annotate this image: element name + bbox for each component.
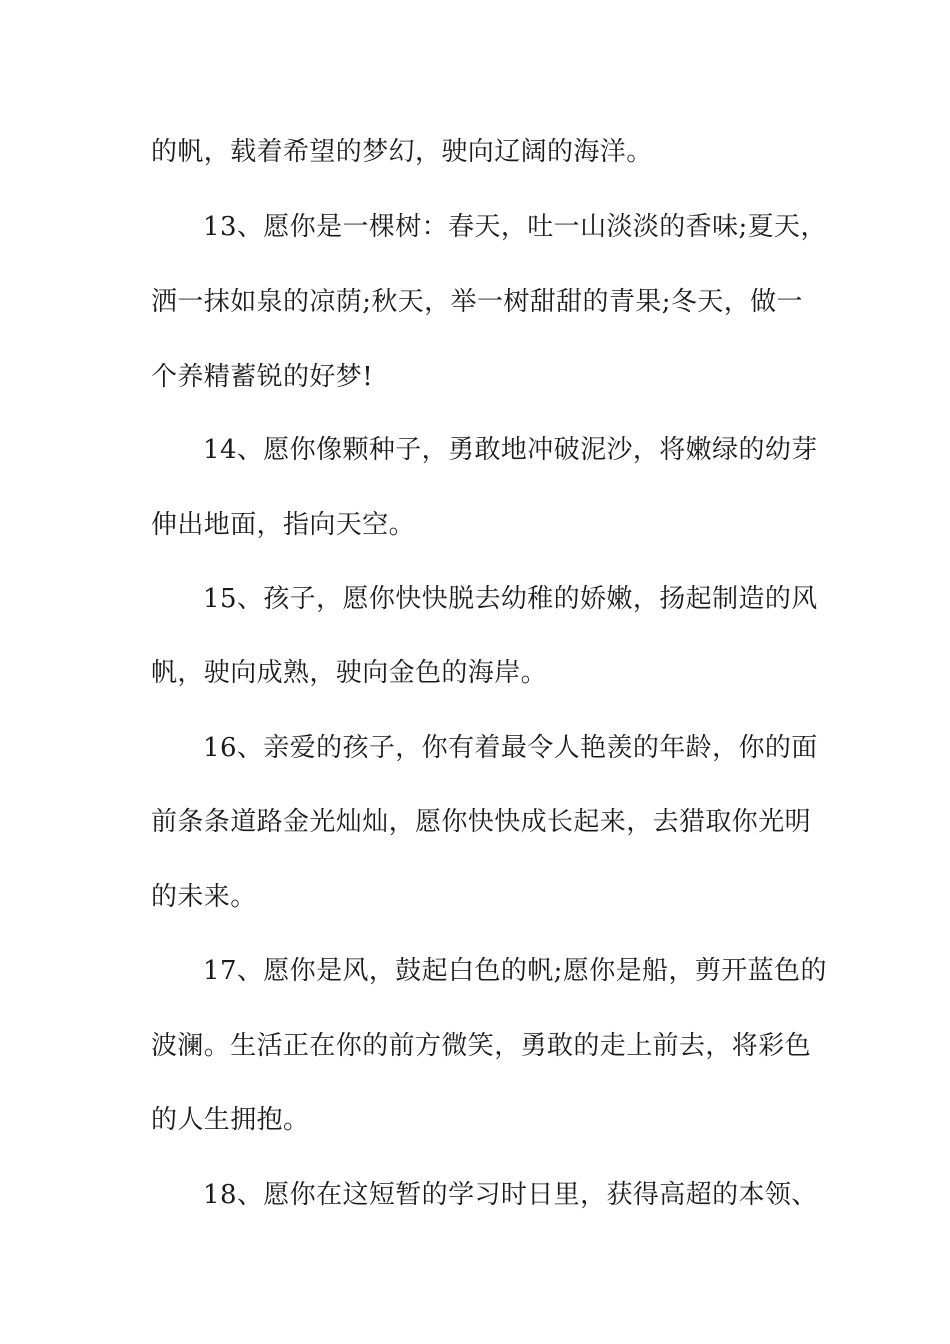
text-line: 的帆，载着希望的梦幻，驶向辽阔的海洋。 bbox=[151, 137, 653, 167]
text-line: 个养精蓄锐的好梦! bbox=[151, 362, 374, 392]
text-line: 14、愿你像颗种子，勇敢地冲破泥沙，将嫩绿的幼芽 bbox=[203, 435, 818, 465]
text-line: 15、孩子，愿你快快脱去幼稚的娇嫩，扬起制造的风 bbox=[203, 584, 818, 614]
text-line: 洒一抹如泉的凉荫;秋天，举一树甜甜的青果;冬天，做一 bbox=[151, 287, 803, 317]
text-line: 波澜。生活正在你的前方微笑，勇敢的走上前去，将彩色 bbox=[151, 1031, 812, 1061]
text-line: 13、愿你是一棵树：春天，吐一山淡淡的香味;夏天， bbox=[203, 212, 827, 242]
text-line: 伸出地面，指向天空。 bbox=[151, 510, 416, 540]
text-line: 的未来。 bbox=[151, 882, 257, 912]
text-line: 前条条道路金光灿灿，愿你快快成长起来，去猎取你光明 bbox=[151, 807, 812, 837]
text-line: 18、愿你在这短暂的学习时日里，获得高超的本领、 bbox=[203, 1180, 818, 1210]
text-line: 的人生拥抱。 bbox=[151, 1105, 310, 1135]
text-line: 16、亲爱的孩子，你有着最令人艳羡的年龄，你的面 bbox=[203, 733, 818, 763]
text-line: 17、愿你是风，鼓起白色的帆;愿你是船，剪开蓝色的 bbox=[203, 956, 827, 986]
text-line: 帆，驶向成熟，驶向金色的海岸。 bbox=[151, 658, 548, 688]
